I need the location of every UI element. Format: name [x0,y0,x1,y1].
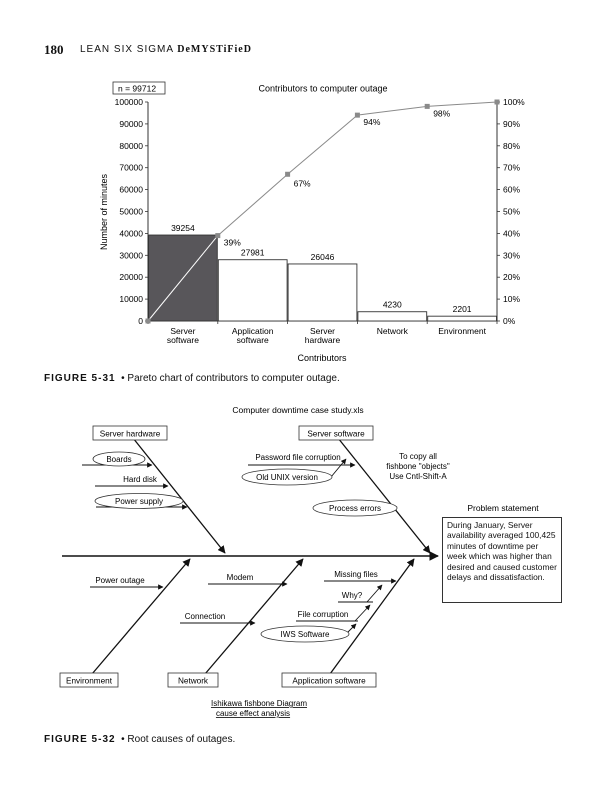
bar-value-label: 2201 [452,304,472,315]
category-server-software: Server software [307,429,365,439]
cumulative-point [146,319,151,324]
bar-4 [428,316,497,321]
cumulative-point [355,113,360,118]
cumulative-point [215,233,220,238]
y2-tick-label: 60% [503,184,521,195]
category-label: Network [376,326,408,336]
problem-heading: Problem statement [467,503,539,513]
bar-value-label: 27981 [240,247,265,258]
figure-5-31-text: Pareto chart of contributors to computer outage. [127,373,340,384]
bar-value-label: 26046 [310,251,335,262]
arrow-why-up [367,585,382,602]
cumulative-percent-label: 98% [433,108,451,119]
cause-why: Why? [341,591,363,600]
y-tick-label: 20000 [119,272,143,283]
y2-tick-label: 90% [503,118,521,129]
pareto-chart [0,0,612,370]
y2-tick-label: 100% [503,97,525,107]
cause-power-supply: Power supply [114,497,164,506]
category-application-software: Application software [292,676,366,686]
diagram-footer-line2: cause effect analysis [215,709,291,718]
cumulative-point [425,104,430,109]
figure-5-32-label: FIGURE 5-32 [44,734,116,745]
book-subtitle: DeMYSTiFieD [177,44,252,55]
y-tick-label: 70000 [119,162,143,173]
y-tick-label: 40000 [119,228,143,239]
y2-tick-label: 50% [503,206,521,217]
problem-statement-box [442,517,562,603]
y-axis-label: Number of minutes [99,173,109,251]
cause-password-file-corruption: Password file corruption [255,453,341,462]
n-label: n = 99712 [118,83,157,94]
cause-boards: Boards [106,455,132,464]
book-title: LEAN SIX SIGMA [80,44,174,55]
file-title: Computer downtime case study.xls [232,405,364,415]
cumulative-percent-label: 39% [223,237,241,248]
y-tick-label: 60000 [119,184,143,195]
figure-5-32-text: Root causes of outages. [127,734,236,745]
figure-5-31-caption [44,373,340,384]
cause-file-corruption: File corruption [297,610,349,619]
caption-bullet: • [118,734,128,745]
cause-connection: Connection [184,612,226,621]
diagram-footer-line1: Ishikawa fishbone Diagram [210,699,308,708]
y2-tick-label: 40% [503,228,521,239]
caption-bullet: • [118,373,128,384]
y2-tick-label: 70% [503,162,521,173]
cumulative-percent-label: 67% [293,178,311,189]
y2-tick-label: 80% [503,140,521,151]
figure-5-32-caption [44,734,235,745]
y-tick-label: 80000 [119,140,143,151]
y-tick-label: 30000 [119,250,143,261]
bar-value-label: 39254 [171,223,195,234]
y-tick-label: 0 [138,316,143,326]
y-tick-label: 10000 [119,294,143,305]
category-label: software [166,335,199,345]
problem-statement-text: During January, Server availability averaged 100,425 minutes of downtime per week which was higher than desired and caused customer delays and dissatisfaction. [447,520,557,583]
category-label: Environment [438,326,486,336]
cumulative-point [495,100,500,105]
y-tick-label: 90000 [119,118,143,129]
category-label: hardware [304,335,341,345]
copy-note-line1: To copy all [399,452,437,461]
y2-tick-label: 30% [503,250,521,261]
y-tick-label: 100000 [114,97,143,107]
arrow-file-corruption-up [355,605,370,621]
chart-title: Contributors to computer outage [258,83,388,94]
y2-tick-label: 0% [503,316,516,326]
cause-power-outage: Power outage [95,576,145,585]
bar-2 [288,264,357,321]
y2-tick-label: 10% [503,294,521,305]
bar-3 [358,312,427,321]
bar-value-label: 4230 [382,299,402,310]
x-axis-label: Contributors [297,353,347,363]
cumulative-line [218,102,497,236]
category-label: software [236,335,269,345]
y-tick-label: 50000 [119,206,143,217]
cumulative-percent-label: 94% [363,117,381,128]
category-environment: Environment [66,676,112,686]
category-label: Server [309,326,336,336]
category-server-hardware: Server hardware [99,429,161,439]
cause-old-unix-version: Old UNIX version [256,473,318,482]
cumulative-point [285,172,290,177]
y2-tick-label: 20% [503,272,521,283]
category-label: Server [170,326,196,336]
copy-note-line2: fishbone "objects" [386,462,450,471]
cause-hard-disk: Hard disk [123,475,157,484]
copy-note-line3: Use Cntl-Shift-A [389,472,447,481]
page-number: 180 [44,42,64,57]
cause-missing-files: Missing files [334,570,378,579]
figure-5-31-label: FIGURE 5-31 [44,373,116,384]
cause-iws-software: IWS Software [280,630,330,639]
category-label: Application [231,326,274,336]
cause-process-errors: Process errors [328,504,382,513]
category-network: Network [177,676,209,686]
cause-modem: Modem [226,573,254,582]
bar-1 [218,260,287,321]
